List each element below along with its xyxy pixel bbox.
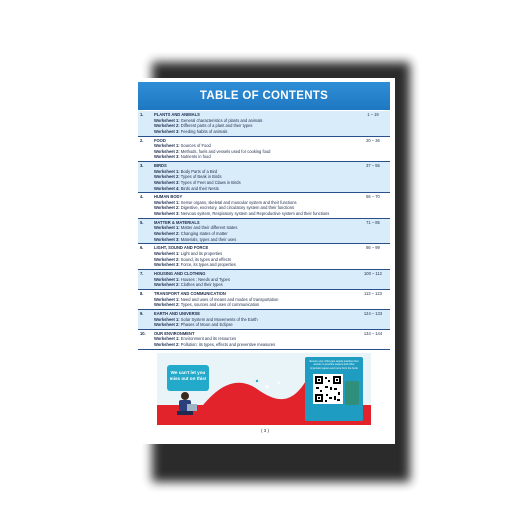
worksheet-row <box>138 302 390 308</box>
worksheet-label: Worksheet 1: <box>154 168 180 174</box>
worksheet-text: Materials, types and their uses <box>180 236 237 242</box>
worksheet-label: Worksheet 3: <box>154 211 180 217</box>
worksheet-row <box>138 129 390 135</box>
toc-section <box>138 290 390 310</box>
toc-section <box>138 162 390 193</box>
worksheet-label: Worksheet 1: <box>154 296 180 302</box>
section-title: TRANSPORT AND COMMUNICATION <box>154 290 226 296</box>
ad-bubble-line-1: We can't let you <box>170 370 206 375</box>
section-pages: 113 – 123 <box>364 290 382 296</box>
worksheet-text: General characteristics of plants and animals <box>180 117 263 123</box>
section-number: 7. <box>140 270 144 276</box>
ad-wave-graphic <box>197 375 307 415</box>
worksheet-text: Force, its types and properties <box>180 262 236 268</box>
section-pages: 56 – 70 <box>366 194 380 200</box>
document-page <box>135 78 395 444</box>
section-number: 9. <box>140 310 144 316</box>
worksheet-row <box>138 322 390 328</box>
section-pages: 1 – 19 <box>367 112 379 117</box>
worksheet-text: Environment and its resources <box>180 336 237 342</box>
section-title: MATTER & MATERIALS <box>154 219 200 225</box>
toc-section <box>138 310 390 330</box>
worksheet-text: Pollution: its types, effects and preventive measures <box>180 342 276 348</box>
worksheet-text: Nutrients in food <box>180 154 211 160</box>
worksheet-label: Worksheet 3: <box>154 128 180 134</box>
worksheet-label: Worksheet 2: <box>154 123 180 129</box>
page-number: ( 3 ) <box>260 428 269 433</box>
worksheet-label: Worksheet 2: <box>154 231 180 237</box>
worksheet-text: Types, sources and uses of communication <box>180 302 260 308</box>
worksheet-text: Sources of Food <box>180 143 211 149</box>
worksheet-label: Worksheet 1: <box>154 143 180 149</box>
section-pages: 37 – 55 <box>366 163 380 169</box>
ad-panel-text: Ensure your child gets ample practice! Get access to practice papers and other important papers and more from the book <box>309 360 359 370</box>
worksheet-text: Sound, its types and effects <box>180 256 231 262</box>
toc-section <box>138 137 390 163</box>
worksheet-row <box>138 237 390 243</box>
worksheet-label: Worksheet 2: <box>154 148 180 154</box>
worksheet-text: Sense organs, skeletal and muscular system and their functions <box>180 199 297 205</box>
worksheet-text: Need and uses of means and modes of transportation <box>180 296 279 302</box>
section-title: HOUSING AND CLOTHING <box>154 270 206 276</box>
section-pages: 20 – 36 <box>366 137 380 143</box>
worksheet-text: Digestive, excretory, and circulatory system and their functions <box>180 205 295 211</box>
section-number: 5. <box>140 219 144 225</box>
section-title: HUMAN BODY <box>154 194 183 200</box>
worksheet-text: Matter and their different states <box>180 225 238 231</box>
section-title: OUR ENVIRONMENT <box>154 330 195 336</box>
worksheet-text: Solar System and Movements of the Earth <box>180 316 258 322</box>
section-number: 1. <box>140 112 144 117</box>
worksheet-row <box>138 154 390 160</box>
worksheet-text: Phases of Moon and Eclipse <box>180 322 233 328</box>
toc-section <box>138 244 390 270</box>
section-number: 8. <box>140 290 144 296</box>
worksheet-text: Clothes and their types <box>180 282 223 288</box>
ad-info-panel <box>305 357 363 421</box>
worksheet-text: Nervous system, Respiratory system and Reproductive system and their functions <box>180 211 330 217</box>
worksheet-text: Changing states of matter <box>180 231 228 237</box>
worksheet-label: Worksheet 2: <box>154 322 180 328</box>
worksheet-label: Worksheet 3: <box>154 236 180 242</box>
person-with-laptop-icon <box>171 391 201 419</box>
section-title: FOOD <box>154 137 166 143</box>
worksheet-row <box>138 186 390 192</box>
worksheet-label: Worksheet 1: <box>154 316 180 322</box>
worksheet-label: Worksheet 2: <box>154 256 180 262</box>
toc-table <box>138 111 390 350</box>
toc-section <box>138 330 390 350</box>
worksheet-text: Birds and their Nests <box>180 185 219 191</box>
worksheet-label: Worksheet 1: <box>154 251 180 256</box>
worksheet-text: Types of Feet and Claws in Birds <box>180 179 241 185</box>
section-number: 3. <box>140 163 144 169</box>
worksheet-label: Worksheet 2: <box>154 342 180 348</box>
section-pages: 124 – 133 <box>363 310 383 316</box>
worksheet-row <box>138 262 390 268</box>
worksheet-label: Worksheet 1: <box>154 117 180 123</box>
section-pages: 134 – 144 <box>363 330 383 336</box>
toc-section <box>138 193 390 219</box>
worksheet-text: Methods, fuels and vessels used for cooking food <box>180 148 271 154</box>
section-title: EARTH AND UNIVERSE <box>154 310 201 316</box>
worksheet-label: Worksheet 2: <box>154 205 180 211</box>
ad-bubble-line-2: miss out on this! <box>169 376 207 381</box>
page-title: TABLE OF CONTENTS <box>199 90 329 102</box>
worksheet-text: Houses : Needs and Types <box>180 276 230 282</box>
worksheet-text: Different parts of a plant and their types <box>180 123 253 129</box>
ad-speech-bubble <box>167 365 209 391</box>
section-pages: 71 – 85 <box>366 219 380 225</box>
worksheet-text: Types of Beak in Birds <box>180 174 222 180</box>
worksheet-label: Worksheet 3: <box>154 179 180 185</box>
section-number: 2. <box>140 137 144 143</box>
section-number: 10. <box>140 330 146 336</box>
section-number: 4. <box>140 194 144 200</box>
worksheet-label: Worksheet 3: <box>154 154 180 160</box>
section-number: 6. <box>140 245 144 251</box>
section-pages: 100 – 112 <box>364 270 382 276</box>
promo-ad <box>157 353 371 425</box>
worksheet-label: Worksheet 4: <box>154 185 180 191</box>
worksheet-label: Worksheet 3: <box>154 262 180 268</box>
worksheet-row <box>138 211 390 217</box>
section-title: LIGHT, SOUND AND FORCE <box>154 245 209 251</box>
section-title: BIRDS <box>154 163 167 169</box>
worksheet-label: Worksheet 2: <box>154 282 180 288</box>
toc-section <box>138 111 390 137</box>
toc-section <box>138 270 390 290</box>
worksheet-text: Feeding habits of animals <box>180 128 228 134</box>
worksheet-row <box>138 342 390 348</box>
worksheet-text: Body Parts of a Bird <box>180 168 218 174</box>
worksheet-label: Worksheet 1: <box>154 336 180 342</box>
phone-icon <box>345 381 359 405</box>
worksheet-label: Worksheet 2: <box>154 302 180 308</box>
section-title: PLANTS AND ANIMALS <box>154 112 200 117</box>
toc-banner <box>138 82 390 110</box>
worksheet-row <box>138 282 390 288</box>
worksheet-label: Worksheet 2: <box>154 174 180 180</box>
worksheet-label: Worksheet 1: <box>154 225 180 231</box>
section-pages: 86 – 99 <box>366 245 380 251</box>
worksheet-label: Worksheet 1: <box>154 276 180 282</box>
toc-section <box>138 219 390 245</box>
worksheet-label: Worksheet 1: <box>154 199 180 205</box>
qr-code-icon[interactable] <box>313 374 343 404</box>
worksheet-text: Light and its properties <box>180 251 223 256</box>
